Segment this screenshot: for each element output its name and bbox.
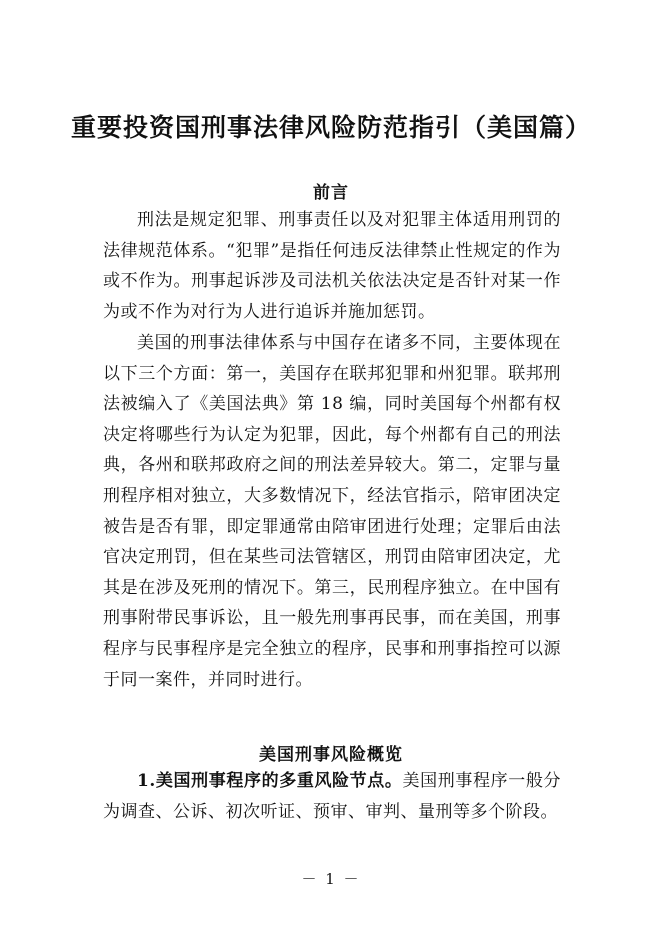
- section-heading-preface: 前言: [313, 183, 349, 203]
- document-title: 重要投资国刑事法律风险防范指引（美国篇）: [70, 113, 591, 142]
- page-number: － 1 －: [301, 870, 361, 888]
- overview-item-1-text: 美国刑事程序一般分为调查、公诉、初次听证、预审、审判、量刑等多个阶段。: [103, 771, 562, 822]
- section-heading-overview: 美国刑事风险概览: [259, 745, 403, 765]
- preface-paragraph-1: 刑法是规定犯罪、刑事责任以及对犯罪主体适用刑罚的法律规范体系。“犯罪”是指任何违反法律禁止性规定的作为或不作为。刑事起诉涉及司法机关依法决定是否针对某一作为或不作为对行为人进行追诉并施加惩罚。: [103, 210, 561, 322]
- overview-item-1-lead: 1.美国刑事程序的多重风险节点。: [137, 771, 403, 791]
- overview-item-1: [103, 766, 561, 827]
- preface-paragraph-2: 美国的刑事法律体系与中国存在诸多不同，主要体现在以下三个方面：第一，美国存在联邦犯罪和州犯罪。联邦刑法被编入了《美国法典》第 18 编，同时美国每个州都有权决定将哪些行为认定为犯罪，因此，每个州都有自己的刑法典，各州和联邦政府之间的刑法差异较大。第二，定罪与量刑程序相对独立，大多数情况下，经法官指示，陪审团决定被告是否有罪，即定罪通常由陪审团进行处理；定罪后由法官决定刑罚，但在某些司法管辖区，刑罚由陪审团决定，尤其是在涉及死刑的情况下。第三，民刑程序独立。在中国有刑事附带民事诉讼，且一般先刑事再民事，而在美国，刑事程序与民事程序是完全独立的程序，民事和刑事指控可以源于同一案件，并同时进行。: [103, 333, 561, 690]
